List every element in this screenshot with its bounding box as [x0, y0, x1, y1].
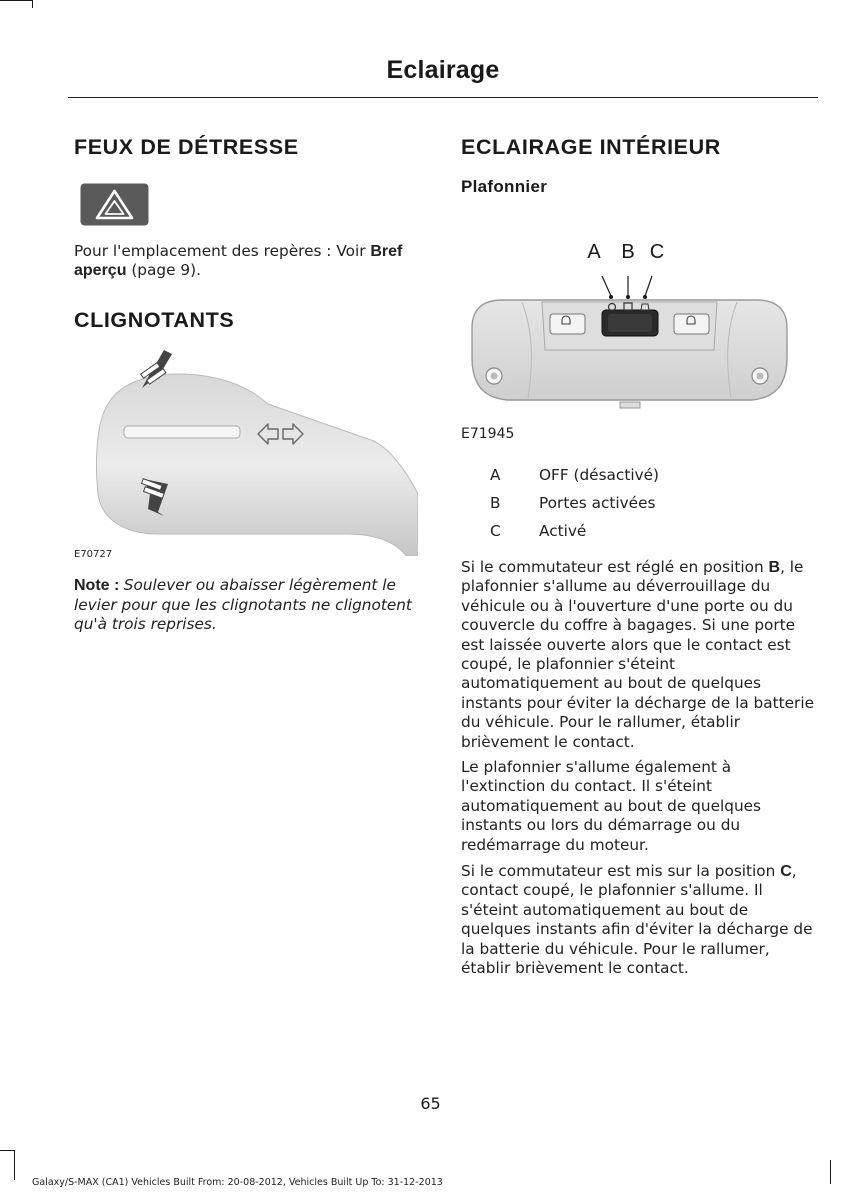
- courtesy-light-illustration: [462, 238, 797, 418]
- interior-lighting-heading: ECLAIRAGE INTÉRIEUR: [461, 135, 721, 159]
- label-b: B: [621, 241, 635, 263]
- legend-value: Portes activées: [539, 494, 656, 512]
- crop-mark-top-left-v: [32, 0, 33, 8]
- note-text: Soulever ou abaisser légèrement le levier pour que les clignotants ne clignotent qu'à trois reprises.: [74, 576, 412, 634]
- hazard-warning-icon: [80, 183, 149, 226]
- hazard-heading: FEUX DE DÉTRESSE: [74, 135, 299, 159]
- para1-bold: B: [768, 559, 781, 576]
- hazard-text-after: (page 9).: [126, 261, 201, 280]
- para3-after: , contact coupé, le plafonnier s'allume. Il s'éteint automatiquement au bout de quelques instants afin d'éviter la décharge de la batterie du véhicule. Pour le rallumer, établir brièvement le contact.: [461, 862, 813, 978]
- turn-signal-lever-illustration: [88, 344, 418, 556]
- crop-mark-bottom-right: [830, 1160, 831, 1184]
- label-c: C: [649, 241, 665, 263]
- legend-key: B: [490, 494, 501, 512]
- label-a: A: [587, 241, 601, 263]
- para3-before: Si le commutateur est mis sur la position: [461, 862, 781, 880]
- legend-key: A: [490, 466, 501, 484]
- hazard-text-before: Pour l'emplacement des repères : Voir: [74, 242, 371, 260]
- courtesy-light-figure-code: E71945: [461, 426, 515, 442]
- crop-mark-bottom-left: [0, 1150, 14, 1151]
- position-b-paragraph: [461, 558, 815, 752]
- position-c-paragraph: [461, 862, 815, 978]
- legend-key: C: [490, 522, 501, 540]
- legend-value: Activé: [539, 522, 587, 540]
- quick-overview-link[interactable]: Bref aperçu: [74, 243, 403, 280]
- lever-figure-code: E70727: [74, 549, 113, 560]
- para3-bold: C: [780, 863, 792, 880]
- turn-signals-heading: CLIGNOTANTS: [74, 308, 235, 332]
- courtesy-light-subheading: Plafonnier: [461, 177, 548, 196]
- para1-after: , le plafonnier s'allume au déverrouillage du véhicule ou à l'ouverture d'une porte ou du couvercle du coffre à bagages. Si une porte est laissée ouverte alors que le contact est coupé, le plafonnier s'éteint automatiquement au bout de quelques instants pour éviter la décharge de la batterie du véhicule. Pour le rallumer, établir brièvement le contact.: [461, 558, 815, 751]
- page-number: 65: [420, 1094, 441, 1113]
- legend-value: OFF (désactivé): [539, 466, 660, 484]
- crop-mark-bottom-left-v: [14, 1150, 15, 1180]
- header-divider: [68, 97, 818, 98]
- footer-vehicle-info: Galaxy/S-MAX (CA1) Vehicles Built From: 20-08-2012, Vehicles Built Up To: 31-12-2013: [32, 1177, 443, 1188]
- para1-before: Si le commutateur est réglé en position: [461, 558, 769, 576]
- note-label: Note :: [74, 577, 124, 594]
- turn-signal-note: [74, 576, 426, 635]
- ignition-off-paragraph: Le plafonnier s'allume également à l'extinction du contact. Il s'éteint automatiquement au bout de quelques instants ou lors du démarrage ou du redémarrage du moteur.: [461, 758, 762, 854]
- page-title: Eclairage: [386, 56, 500, 84]
- hazard-location-paragraph: [74, 242, 424, 281]
- crop-mark-top-left: [0, 0, 32, 1]
